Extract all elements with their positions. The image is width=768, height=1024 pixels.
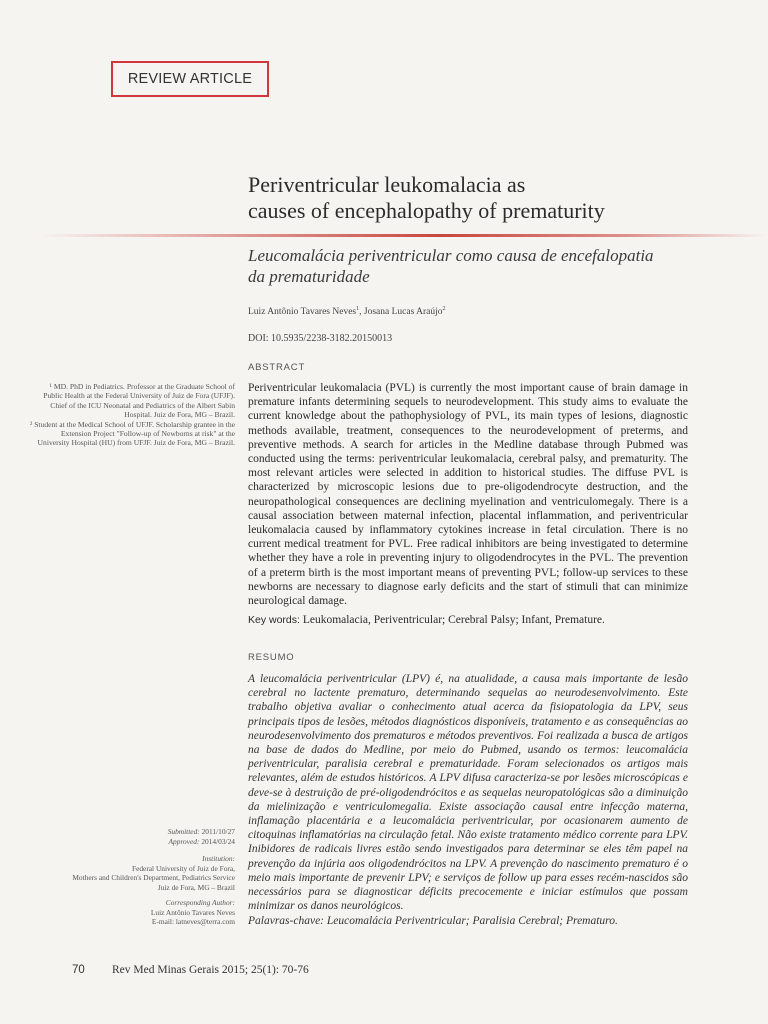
approved-value: 2014/03/24 xyxy=(201,836,235,846)
abstract-body: Periventricular leukomalacia (PVL) is currently the most important cause of brain damage in premature infants determining sequels to neurodevelopment. This study aims to evaluate the current knowledge about the pathophysiology of PVL, its main types of lesions, diagnostic methods available, treatment, consequences to the neurodevelopment of preterms, and preventive methods. A search for articles in the Medline database through Pubmed was conducted using the terms: periventricular leukomalacia, cerebral palsy, and prematurity. The most relevant articles were selected in addition to historical studies. The diffuse PVL is characterized by microscopic lesions due to pre-oligodendrocyte destruction, and the neuropathological consequences are declining myelination and ventriculomegaly. There is a causal association between maternal infection, placental inflammation, and periventricular leukomalacia caused by inflammatory cytokines increase in fetal circulation. There is no current medical treatment for PVL. Free radical inhibitors are being investigated to determine whether they have a role in preventing injury to oligodendrocytes in the PVL. The prevention of a preterm birth is the most important means of preventing PVL; follow-up services to these newborns are necessary to diagnose early deficits and the start of stimuli that can minimize neurological damage. xyxy=(248,382,688,608)
submitted-date xyxy=(60,827,235,837)
institution-line-3: Juiz de Fora, MG – Brazil xyxy=(157,882,235,892)
article-title xyxy=(248,172,728,224)
journal-citation: Rev Med Minas Gerais 2015; 25(1): 70-76 xyxy=(112,964,309,976)
institution-label: Institution: xyxy=(202,854,235,863)
resumo-heading: RESUMO xyxy=(248,652,295,663)
author-affiliation-mark: 1 xyxy=(356,306,360,312)
article-subtitle-line-1: Leucomalácia periventricular como causa de encefalopatia xyxy=(248,246,654,265)
article-title-line-2: causes of encephalopathy of prematurity xyxy=(248,198,605,223)
author-name: Luiz Antônio Tavares Neves xyxy=(248,307,357,318)
article-type-label: REVIEW ARTICLE xyxy=(127,71,253,87)
palavras-chave: Palavras-chave: Leucomalácia Periventricular; Paralisia Cerebral; Prematuro. xyxy=(248,915,618,927)
submitted-value: 2011/10/27 xyxy=(201,827,235,836)
footnote-2: ² Student at the Medical School of UFJF. Scholarship grantee in the Extension Project "Follow-up of Newborns at risk" at the University Hospital (HU) from UFJF. Juiz de Fora, MG – Brazil. xyxy=(30,419,235,448)
corresponding-label: Corresponding Author: xyxy=(165,898,235,907)
corresponding-name: Luiz Antônio Tavares Neves xyxy=(150,907,235,917)
page-number: 70 xyxy=(72,964,85,976)
institution-line-2: Mothers and Children's Department, Pediatrics Service xyxy=(72,873,235,883)
author-affiliation-mark: 2 xyxy=(442,306,446,312)
doi: DOI: 10.5935/2238-3182.20150013 xyxy=(248,333,393,344)
author-separator: , xyxy=(359,307,364,318)
keywords-list: Leukomalacia, Periventricular; Cerebral Palsy; Infant, Premature. xyxy=(302,614,605,626)
author-footnotes xyxy=(30,382,235,448)
corresponding-author-block xyxy=(60,898,235,927)
submission-dates xyxy=(60,827,235,846)
article-title-line-1: Periventricular leukomalacia as xyxy=(248,172,526,197)
resumo-body: A leucomalácia periventricular (LPV) é, na atualidade, a causa mais importante de lesão cerebral no lactente prematuro, determinando sequelas ao neurodesenvolvimento. Este trabalho objetiva avaliar o conhecimento atual acerca da fisiopatologia da LPV, seus principais tipos de lesões, métodos diagnósticos disponíveis, tratamento e as consequências ao neurodesenvolvimento dos prematuros e métodos preventivos. Foi realizada a busca de artigos na base de dados do Medline, por meio do Pubmed, usando os termos: leucomalácia periventricular, paralisia cerebral e prematuridade. Foram selecionados os artigos mais relevantes, além de estudos históricos. A LPV difusa caracteriza-se por lesões microscópicas e deve-se à destruição de pré-oligodendrócitos e as sequelas neuropatológicas são a diminuição da mielinização e ventriculomegalia. Existe associação causal entre infecção materna, inflamação placentária e a leucomalácia periventricular, por ocasionarem aumento de citoquinas inflamatórias na circulação fetal. Não existe tratamento médico corrente para LPV. Inibidores de radicais livres estão sendo investigados para determinar se eles têm papel na prevenção da injúria aos oligodendrócitos na LPV. A prevenção do nascimento prematuro é o meio mais importante de prevenir LPV; e serviços de follow up para esses recém-nascidos são necessários para se diagnosticar déficits precocemente e iniciar estímulos que possam minimizar os danos neurológicos. xyxy=(248,673,688,913)
corresponding-email: E-mail: latneves@terra.com xyxy=(151,917,235,927)
title-divider xyxy=(40,234,768,237)
institution-line-1: Federal University of Juiz de Fora, xyxy=(131,863,235,873)
article-type-badge xyxy=(111,61,269,97)
article-subtitle xyxy=(248,245,718,287)
approved-date xyxy=(60,837,235,847)
footnote-1: ¹ MD. PhD in Pediatrics. Professor at the Graduate School of Public Health at the Federal University of Juiz de Fora (UFJF). Chief of the ICU Neonatal and Pediatrics of the Albert Sabin Hospital. Juiz de Fora, MG – Brazil. xyxy=(43,382,235,420)
author-list xyxy=(248,306,698,317)
keywords-label: Key words: xyxy=(248,614,300,626)
approved-label: Approved: xyxy=(168,836,200,846)
abstract-heading: ABSTRACT xyxy=(248,362,306,373)
article-subtitle-line-2: da prematuridade xyxy=(248,267,370,286)
keywords xyxy=(248,613,698,627)
submitted-label: Submitted: xyxy=(167,827,200,836)
institution-block xyxy=(20,854,235,892)
author-name: Josana Lucas Araújo xyxy=(363,307,443,318)
